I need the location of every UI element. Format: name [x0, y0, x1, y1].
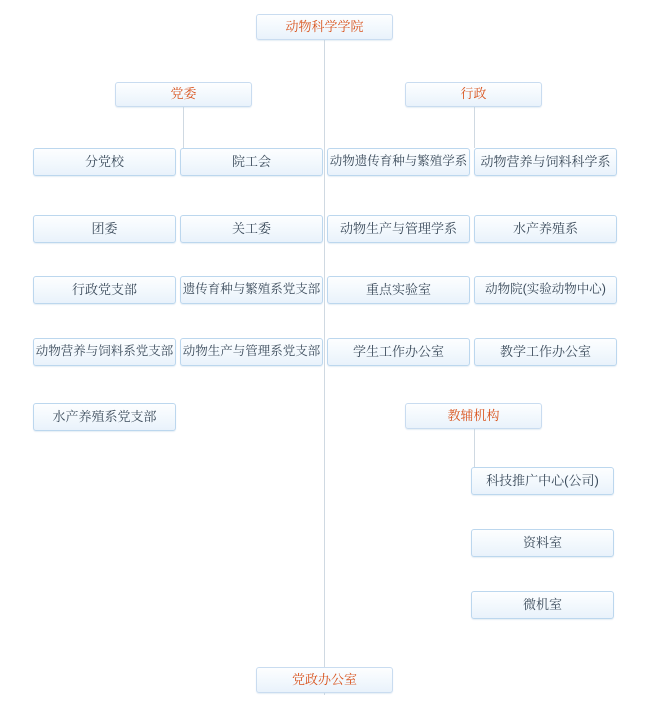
org-node-c1r4[interactable]: 动物营养与饲料系党支部	[33, 338, 176, 366]
org-node-c3r2[interactable]: 动物生产与管理学系	[327, 215, 470, 243]
org-node-c1r3[interactable]: 行政党支部	[33, 276, 176, 304]
org-node-c3r3[interactable]: 重点实验室	[327, 276, 470, 304]
org-node-c2r1[interactable]: 院工会	[180, 148, 323, 176]
org-node-c2r4[interactable]: 动物生产与管理系党支部	[180, 338, 323, 366]
org-node-c1r5[interactable]: 水产养殖系党支部	[33, 403, 176, 431]
org-node-c3r4[interactable]: 学生工作办公室	[327, 338, 470, 366]
org-node-c2r2[interactable]: 关工委	[180, 215, 323, 243]
org-node-aux3[interactable]: 微机室	[471, 591, 614, 619]
org-node-aux1[interactable]: 科技推广中心(公司)	[471, 467, 614, 495]
org-node-c2r3[interactable]: 遗传育种与繁殖系党支部	[180, 276, 323, 304]
org-node-aux2[interactable]: 资料室	[471, 529, 614, 557]
org-node-c4r2[interactable]: 水产养殖系	[474, 215, 617, 243]
org-node-c4r3[interactable]: 动物院(实验动物中心)	[474, 276, 617, 304]
connector-admin-down	[474, 107, 475, 148]
connector-party-down	[183, 107, 184, 148]
org-node-admin[interactable]: 行政	[405, 82, 542, 107]
org-node-office[interactable]: 党政办公室	[256, 667, 393, 693]
org-node-root[interactable]: 动物科学学院	[256, 14, 393, 40]
connector-teachaux-down	[474, 429, 475, 467]
org-node-c1r2[interactable]: 团委	[33, 215, 176, 243]
org-node-teachaux[interactable]: 教辅机构	[405, 403, 542, 429]
org-node-party[interactable]: 党委	[115, 82, 252, 107]
org-node-c4r4[interactable]: 教学工作办公室	[474, 338, 617, 366]
org-node-c4r1[interactable]: 动物营养与饲料科学系	[474, 148, 617, 176]
org-node-c1r1[interactable]: 分党校	[33, 148, 176, 176]
org-node-c3r1[interactable]: 动物遗传育种与繁殖学系	[327, 148, 470, 176]
connector-root-down	[324, 40, 325, 695]
